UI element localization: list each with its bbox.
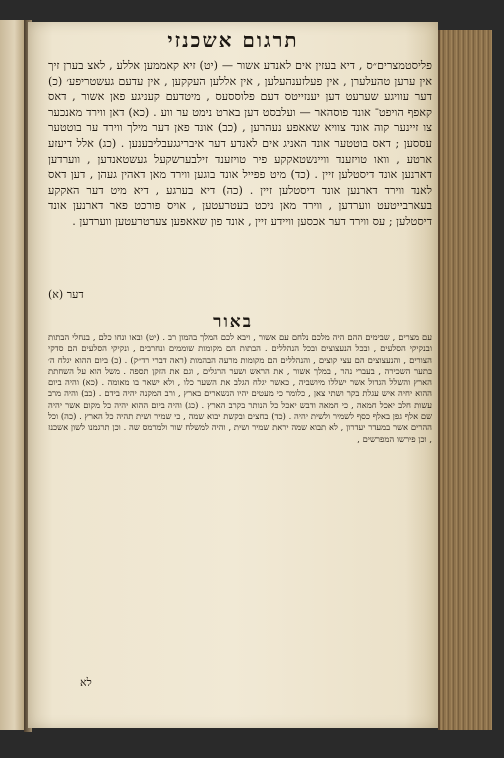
commentary-column bbox=[48, 332, 432, 662]
running-title: תרגום אשכנזי bbox=[167, 28, 299, 52]
translation-text: פליסטמצרים״ס , דיא בעזין אים לאנדע אשור — (יט) זיא קאממען אללע , לאצ בערן זיך אין ערען טהעלערן , אין פעלזענהעלען , אין אללען העקקען , אין עדעם געשטריפע׳ (כ) דער עוויגע שערעט דען יענזייטס דעם פלוססעס , מיטדעם קעניגע פאן אשור , דאס קאפף הויפט־ אונד פוסהאר — ועלבסט דען בארט נימט ער ווע . (כא) דאן ווירד מאנכער צו זיינער קוה אונד צוויא שאאפע נעהרען , (כב) אונד פאן דער מילך ווירד ער בוטטער עססען ; דאס בוטטער אונד האניג אים לאנדע דער איבריגגעבליבענען . (כג) אלל דיעזע ארטע , וואו טויזענד וויינשטאקקע פיר טויזענד זילבערשקעל געשטאנדען , ווערדען דארנען אונד דיסטלען זיין . (כד) מיט פפייל אונד בוגען ווירד מאן דאהין געהן , דען דאס לאנד ווירד דארנען אונד דיסטלען זיין . (כה) דיא בערגע , דיא מיט דער האקקע בעארבייטעט ווערדען , ווירד מאן ניכט בעטרעטען , אויס פורכט פאר דארנען אונד דיסטלען ; עס ווירד דער אכסען וויידע זיין , אונד פון שאאפען צערטרעטען ווערדען . bbox=[48, 59, 432, 228]
book-page bbox=[28, 22, 438, 728]
commentary-text: עם מצרים , שבימים ההם היה מלכם נלחם עם אשור , ויבא לכם המלך בהמון רב . (יט) ובאו ונחו כלם , בנחלי הבתות ובנקיקי הסלעים , ובכל הנעצוצים ובכל הנהללים . הבתות הם מקומות שוממים ונחרבים , ונקיקי הסלעים הם סדקי הצורים , והנעצוצים הם עצי קוצים , והנהללים הם מקומות מרעה הבהמות (ראה דברי רד״ק) . (כ) ביום ההוא יגלח ה׳ בתער השכירה , בעברי נהר , במלך אשור , את הראש ושער הרגלים , וגם את הזקן תספה . משל הוא על השחתת הארץ והשלל הגדול אשר ישללו מיושביה , כאשר יגלח הגלב את השער כלו , ולא ישאר בו מאומה . (כא) והיה ביום ההוא יחיה איש עגלת בקר ושתי צאן , כלומר כי מעטים יהיו הנשארים בארץ , ורב המקנה יהיה בידם . (כב) והיה מרב עשות חלב יאכל חמאה , כי חמאה ודבש יאכל כל הנותר בקרב הארץ . (כג) והיה ביום ההוא יהיה כל מקום אשר יהיה שם אלף גפן באלף כסף לשמיר ולשית יהיה . (כד) בחצים ובקשת יבוא שמה , כי שמיר ושית תהיה כל הארץ . (כה) וכל ההרים אשר במעדר יעדרון , לא תבוא שמה יראת שמיר ושית , והיה למשלח שור ולמרמס שה . וכן תרגמנו לשון אשכנז , וכן פירשו המפרשים , bbox=[48, 332, 432, 444]
section-title: באור bbox=[213, 312, 253, 332]
book-fore-edge bbox=[438, 30, 492, 730]
translation-column bbox=[48, 58, 432, 283]
upper-catchword: (א) דער bbox=[48, 288, 84, 301]
lower-catchword: לא bbox=[80, 676, 92, 689]
left-page-edge bbox=[0, 20, 25, 730]
